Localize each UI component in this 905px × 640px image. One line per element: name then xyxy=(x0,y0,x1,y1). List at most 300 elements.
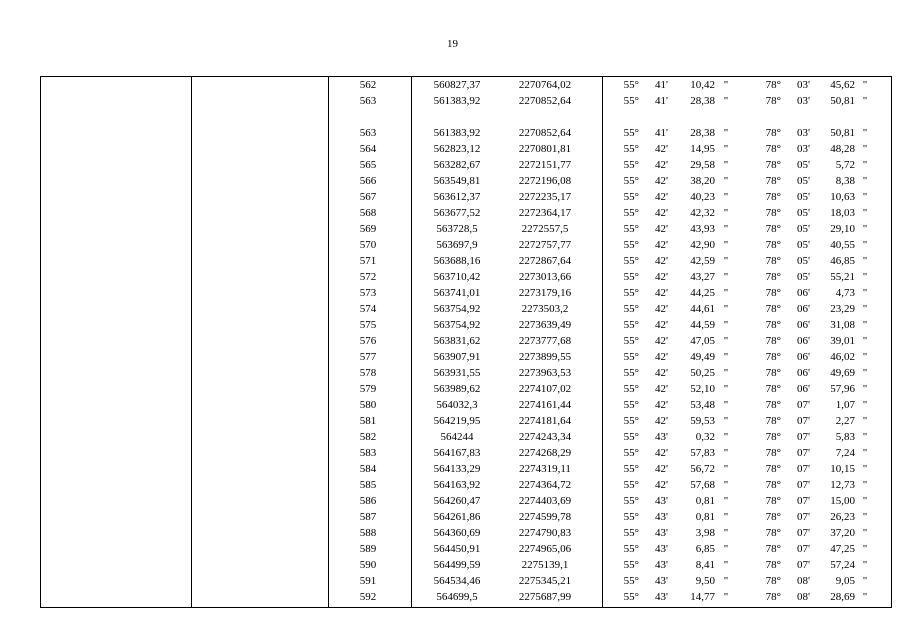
y-coordinate: 2270852,64 xyxy=(518,95,572,107)
latitude-minutes: 42' xyxy=(655,383,668,395)
latitude-seconds-mark: " xyxy=(723,143,729,155)
table-row xyxy=(41,365,891,381)
latitude-seconds: 47,05 xyxy=(690,335,715,347)
longitude-seconds: 37,20 xyxy=(830,527,855,539)
y-coordinate: 2273503,2 xyxy=(521,303,569,315)
y-coordinate: 2272364,17 xyxy=(518,207,572,219)
longitude-minutes: 06' xyxy=(797,287,810,299)
latitude-seconds-mark: " xyxy=(723,495,729,507)
x-coordinate: 563282,67 xyxy=(433,159,481,171)
latitude-degrees: 55° xyxy=(623,543,639,555)
y-coordinate: 2274243,34 xyxy=(518,431,572,443)
longitude-degrees: 78° xyxy=(765,287,781,299)
latitude-degrees: 55° xyxy=(623,415,639,427)
latitude-seconds: 53,48 xyxy=(690,399,715,411)
longitude-minutes: 07' xyxy=(797,415,810,427)
longitude-degrees: 78° xyxy=(765,591,781,603)
longitude-minutes: 05' xyxy=(797,175,810,187)
latitude-degrees: 55° xyxy=(623,559,639,571)
longitude-seconds-mark: " xyxy=(862,463,868,475)
latitude-seconds: 10,42 xyxy=(690,79,715,91)
longitude-seconds: 4,73 xyxy=(835,287,855,299)
table-row xyxy=(41,157,891,173)
longitude-minutes: 06' xyxy=(797,367,810,379)
point-number: 592 xyxy=(359,591,377,603)
longitude-degrees: 78° xyxy=(765,303,781,315)
y-coordinate: 2273899,55 xyxy=(518,351,572,363)
latitude-degrees: 55° xyxy=(623,191,639,203)
latitude-seconds-mark: " xyxy=(723,255,729,267)
latitude-minutes: 41' xyxy=(655,127,668,139)
point-number: 583 xyxy=(359,447,377,459)
table-row xyxy=(41,189,891,205)
latitude-minutes: 43' xyxy=(655,527,668,539)
longitude-seconds: 50,81 xyxy=(830,127,855,139)
longitude-seconds: 15,00 xyxy=(830,495,855,507)
longitude-minutes: 07' xyxy=(797,495,810,507)
latitude-seconds-mark: " xyxy=(723,463,729,475)
longitude-degrees: 78° xyxy=(765,175,781,187)
latitude-minutes: 42' xyxy=(655,287,668,299)
x-coordinate: 563612,37 xyxy=(433,191,481,203)
longitude-seconds-mark: " xyxy=(862,79,868,91)
longitude-degrees: 78° xyxy=(765,511,781,523)
y-coordinate: 2272196,08 xyxy=(518,175,572,187)
longitude-seconds: 48,28 xyxy=(830,143,855,155)
latitude-minutes: 42' xyxy=(655,415,668,427)
table-row xyxy=(41,93,891,109)
latitude-seconds: 14,77 xyxy=(690,591,715,603)
latitude-degrees: 55° xyxy=(623,271,639,283)
latitude-minutes: 41' xyxy=(655,95,668,107)
longitude-degrees: 78° xyxy=(765,399,781,411)
latitude-seconds-mark: " xyxy=(723,399,729,411)
table-row xyxy=(41,333,891,349)
latitude-seconds: 57,68 xyxy=(690,479,715,491)
latitude-seconds-mark: " xyxy=(723,287,729,299)
longitude-seconds: 23,29 xyxy=(830,303,855,315)
latitude-seconds: 28,38 xyxy=(690,127,715,139)
x-coordinate: 562823,12 xyxy=(433,143,481,155)
longitude-seconds: 47,25 xyxy=(830,543,855,555)
longitude-seconds-mark: " xyxy=(862,255,868,267)
y-coordinate: 2275687,99 xyxy=(518,591,572,603)
longitude-seconds-mark: " xyxy=(862,575,868,587)
longitude-minutes: 06' xyxy=(797,351,810,363)
point-number: 569 xyxy=(359,223,377,235)
longitude-seconds-mark: " xyxy=(862,271,868,283)
longitude-degrees: 78° xyxy=(765,495,781,507)
y-coordinate: 2273179,16 xyxy=(518,287,572,299)
latitude-seconds-mark: " xyxy=(723,479,729,491)
point-number: 567 xyxy=(359,191,377,203)
longitude-degrees: 78° xyxy=(765,159,781,171)
latitude-minutes: 43' xyxy=(655,575,668,587)
table-row xyxy=(41,381,891,397)
x-coordinate: 564244 xyxy=(440,431,474,443)
longitude-seconds: 10,63 xyxy=(830,191,855,203)
y-coordinate: 2275139,1 xyxy=(521,559,569,571)
latitude-degrees: 55° xyxy=(623,223,639,235)
point-number: 590 xyxy=(359,559,377,571)
longitude-minutes: 03' xyxy=(797,127,810,139)
y-coordinate: 2274107,02 xyxy=(518,383,572,395)
table-row xyxy=(41,285,891,301)
longitude-degrees: 78° xyxy=(765,127,781,139)
longitude-seconds: 57,24 xyxy=(830,559,855,571)
y-coordinate: 2273777,68 xyxy=(518,335,572,347)
y-coordinate: 2272557,5 xyxy=(521,223,569,235)
latitude-seconds: 43,93 xyxy=(690,223,715,235)
table-row xyxy=(41,589,891,605)
x-coordinate: 564699,5 xyxy=(436,591,478,603)
latitude-seconds: 42,32 xyxy=(690,207,715,219)
longitude-seconds-mark: " xyxy=(862,223,868,235)
x-coordinate: 563710,42 xyxy=(433,271,481,283)
longitude-minutes: 07' xyxy=(797,527,810,539)
x-coordinate: 563754,92 xyxy=(433,303,481,315)
x-coordinate: 564360,69 xyxy=(433,527,481,539)
y-coordinate: 2273639,49 xyxy=(518,319,572,331)
longitude-seconds-mark: " xyxy=(862,511,868,523)
latitude-degrees: 55° xyxy=(623,79,639,91)
latitude-seconds: 44,61 xyxy=(690,303,715,315)
point-number: 563 xyxy=(359,127,377,139)
point-number: 591 xyxy=(359,575,377,587)
latitude-degrees: 55° xyxy=(623,207,639,219)
table-row xyxy=(41,557,891,573)
latitude-degrees: 55° xyxy=(623,319,639,331)
x-coordinate: 564167,83 xyxy=(433,447,481,459)
point-number: 585 xyxy=(359,479,377,491)
table-row xyxy=(41,541,891,557)
longitude-seconds-mark: " xyxy=(862,239,868,251)
longitude-seconds: 39,01 xyxy=(830,335,855,347)
longitude-seconds: 50,81 xyxy=(830,95,855,107)
x-coordinate: 561383,92 xyxy=(433,127,481,139)
longitude-degrees: 78° xyxy=(765,79,781,91)
table-row xyxy=(41,525,891,541)
latitude-degrees: 55° xyxy=(623,591,639,603)
latitude-minutes: 42' xyxy=(655,175,668,187)
longitude-minutes: 08' xyxy=(797,575,810,587)
latitude-minutes: 41' xyxy=(655,79,668,91)
latitude-seconds: 0,81 xyxy=(695,511,715,523)
latitude-seconds-mark: " xyxy=(723,447,729,459)
table-row xyxy=(41,493,891,509)
latitude-seconds-mark: " xyxy=(723,335,729,347)
longitude-seconds: 8,38 xyxy=(835,175,855,187)
table-row xyxy=(41,317,891,333)
x-coordinate: 561383,92 xyxy=(433,95,481,107)
latitude-seconds: 57,83 xyxy=(690,447,715,459)
point-number: 571 xyxy=(359,255,377,267)
latitude-seconds: 0,81 xyxy=(695,495,715,507)
latitude-degrees: 55° xyxy=(623,143,639,155)
y-coordinate: 2270801,81 xyxy=(518,143,572,155)
point-number: 566 xyxy=(359,175,377,187)
longitude-seconds: 57,96 xyxy=(830,383,855,395)
longitude-degrees: 78° xyxy=(765,351,781,363)
table-row xyxy=(41,77,891,93)
x-coordinate: 563831,62 xyxy=(433,335,481,347)
latitude-seconds-mark: " xyxy=(723,175,729,187)
latitude-minutes: 43' xyxy=(655,559,668,571)
latitude-seconds: 40,23 xyxy=(690,191,715,203)
longitude-degrees: 78° xyxy=(765,431,781,443)
latitude-seconds-mark: " xyxy=(723,415,729,427)
point-number: 587 xyxy=(359,511,377,523)
latitude-seconds: 42,59 xyxy=(690,255,715,267)
latitude-seconds: 29,58 xyxy=(690,159,715,171)
x-coordinate: 564499,59 xyxy=(433,559,481,571)
x-coordinate: 564032,3 xyxy=(436,399,478,411)
latitude-degrees: 55° xyxy=(623,399,639,411)
latitude-seconds: 50,25 xyxy=(690,367,715,379)
longitude-degrees: 78° xyxy=(765,335,781,347)
latitude-seconds-mark: " xyxy=(723,367,729,379)
table-row xyxy=(41,509,891,525)
longitude-degrees: 78° xyxy=(765,223,781,235)
longitude-degrees: 78° xyxy=(765,319,781,331)
latitude-degrees: 55° xyxy=(623,527,639,539)
latitude-degrees: 55° xyxy=(623,463,639,475)
latitude-degrees: 55° xyxy=(623,383,639,395)
latitude-degrees: 55° xyxy=(623,255,639,267)
latitude-degrees: 55° xyxy=(623,575,639,587)
longitude-minutes: 07' xyxy=(797,479,810,491)
longitude-minutes: 03' xyxy=(797,95,810,107)
longitude-minutes: 05' xyxy=(797,207,810,219)
table-row xyxy=(41,253,891,269)
longitude-degrees: 78° xyxy=(765,559,781,571)
latitude-degrees: 55° xyxy=(623,479,639,491)
longitude-degrees: 78° xyxy=(765,527,781,539)
latitude-seconds-mark: " xyxy=(723,239,729,251)
point-number: 589 xyxy=(359,543,377,555)
latitude-seconds-mark: " xyxy=(723,159,729,171)
page-number: 19 xyxy=(447,38,458,50)
longitude-minutes: 08' xyxy=(797,591,810,603)
longitude-seconds-mark: " xyxy=(862,399,868,411)
latitude-minutes: 42' xyxy=(655,271,668,283)
longitude-seconds: 40,55 xyxy=(830,239,855,251)
longitude-seconds: 28,69 xyxy=(830,591,855,603)
longitude-minutes: 03' xyxy=(797,143,810,155)
latitude-seconds: 9,50 xyxy=(695,575,715,587)
y-coordinate: 2274268,29 xyxy=(518,447,572,459)
latitude-seconds: 0,32 xyxy=(695,431,715,443)
longitude-degrees: 78° xyxy=(765,479,781,491)
y-coordinate: 2274319,11 xyxy=(519,463,571,475)
longitude-seconds-mark: " xyxy=(862,351,868,363)
longitude-seconds: 29,10 xyxy=(830,223,855,235)
latitude-seconds: 59,53 xyxy=(690,415,715,427)
latitude-seconds: 49,49 xyxy=(690,351,715,363)
latitude-minutes: 43' xyxy=(655,591,668,603)
latitude-minutes: 42' xyxy=(655,223,668,235)
longitude-minutes: 06' xyxy=(797,319,810,331)
latitude-seconds-mark: " xyxy=(723,559,729,571)
longitude-minutes: 07' xyxy=(797,431,810,443)
longitude-seconds-mark: " xyxy=(862,287,868,299)
longitude-seconds: 12,73 xyxy=(830,479,855,491)
latitude-seconds-mark: " xyxy=(723,511,729,523)
longitude-degrees: 78° xyxy=(765,415,781,427)
latitude-minutes: 42' xyxy=(655,255,668,267)
latitude-minutes: 42' xyxy=(655,399,668,411)
latitude-degrees: 55° xyxy=(623,239,639,251)
longitude-degrees: 78° xyxy=(765,271,781,283)
table-row xyxy=(41,237,891,253)
latitude-degrees: 55° xyxy=(623,351,639,363)
y-coordinate: 2274181,64 xyxy=(518,415,572,427)
longitude-degrees: 78° xyxy=(765,367,781,379)
longitude-degrees: 78° xyxy=(765,239,781,251)
latitude-seconds-mark: " xyxy=(723,303,729,315)
x-coordinate: 564450,91 xyxy=(433,543,481,555)
point-number: 577 xyxy=(359,351,377,363)
longitude-seconds-mark: " xyxy=(862,159,868,171)
table-row xyxy=(41,141,891,157)
y-coordinate: 2274403,69 xyxy=(518,495,572,507)
longitude-seconds-mark: " xyxy=(862,367,868,379)
point-number: 580 xyxy=(359,399,377,411)
latitude-degrees: 55° xyxy=(623,511,639,523)
table-row xyxy=(41,221,891,237)
longitude-minutes: 07' xyxy=(797,447,810,459)
point-number: 562 xyxy=(359,79,377,91)
longitude-seconds-mark: " xyxy=(862,543,868,555)
point-number: 573 xyxy=(359,287,377,299)
longitude-minutes: 07' xyxy=(797,511,810,523)
table-row xyxy=(41,397,891,413)
x-coordinate: 564534,46 xyxy=(433,575,481,587)
x-coordinate: 563907,91 xyxy=(433,351,481,363)
latitude-minutes: 42' xyxy=(655,367,668,379)
longitude-minutes: 07' xyxy=(797,543,810,555)
longitude-seconds: 7,24 xyxy=(835,447,855,459)
latitude-seconds: 38,20 xyxy=(690,175,715,187)
point-number: 564 xyxy=(359,143,377,155)
longitude-seconds: 2,27 xyxy=(835,415,855,427)
latitude-seconds-mark: " xyxy=(723,207,729,219)
latitude-seconds: 42,90 xyxy=(690,239,715,251)
x-coordinate: 564260,47 xyxy=(433,495,481,507)
y-coordinate: 2274965,06 xyxy=(518,543,572,555)
point-number: 576 xyxy=(359,335,377,347)
table-row xyxy=(41,269,891,285)
latitude-degrees: 55° xyxy=(623,367,639,379)
latitude-minutes: 42' xyxy=(655,463,668,475)
longitude-minutes: 06' xyxy=(797,383,810,395)
longitude-seconds: 26,23 xyxy=(830,511,855,523)
longitude-seconds-mark: " xyxy=(862,591,868,603)
latitude-minutes: 42' xyxy=(655,319,668,331)
longitude-seconds: 10,15 xyxy=(830,463,855,475)
latitude-seconds: 43,27 xyxy=(690,271,715,283)
longitude-seconds: 18,03 xyxy=(830,207,855,219)
y-coordinate: 2274790,83 xyxy=(518,527,572,539)
y-coordinate: 2274161,44 xyxy=(518,399,572,411)
y-coordinate: 2273963,53 xyxy=(518,367,572,379)
longitude-minutes: 05' xyxy=(797,159,810,171)
x-coordinate: 563728,5 xyxy=(436,223,478,235)
latitude-minutes: 42' xyxy=(655,351,668,363)
longitude-degrees: 78° xyxy=(765,207,781,219)
latitude-seconds-mark: " xyxy=(723,543,729,555)
point-number: 584 xyxy=(359,463,377,475)
longitude-minutes: 06' xyxy=(797,303,810,315)
latitude-degrees: 55° xyxy=(623,303,639,315)
longitude-degrees: 78° xyxy=(765,575,781,587)
y-coordinate: 2270764,02 xyxy=(518,79,572,91)
longitude-minutes: 07' xyxy=(797,559,810,571)
latitude-seconds-mark: " xyxy=(723,191,729,203)
longitude-seconds: 5,83 xyxy=(835,431,855,443)
table-row xyxy=(41,125,891,141)
longitude-minutes: 03' xyxy=(797,79,810,91)
longitude-seconds-mark: " xyxy=(862,319,868,331)
x-coordinate: 563741,01 xyxy=(433,287,481,299)
longitude-seconds-mark: " xyxy=(862,207,868,219)
point-number: 578 xyxy=(359,367,377,379)
x-coordinate: 563688,16 xyxy=(433,255,481,267)
x-coordinate: 563989,62 xyxy=(433,383,481,395)
table-row xyxy=(41,477,891,493)
latitude-seconds-mark: " xyxy=(723,383,729,395)
point-number: 581 xyxy=(359,415,377,427)
longitude-degrees: 78° xyxy=(765,255,781,267)
latitude-minutes: 42' xyxy=(655,159,668,171)
latitude-minutes: 42' xyxy=(655,191,668,203)
latitude-minutes: 43' xyxy=(655,495,668,507)
latitude-seconds-mark: " xyxy=(723,431,729,443)
longitude-minutes: 06' xyxy=(797,335,810,347)
latitude-minutes: 42' xyxy=(655,143,668,155)
longitude-seconds: 31,08 xyxy=(830,319,855,331)
point-number: 565 xyxy=(359,159,377,171)
table-row xyxy=(41,349,891,365)
latitude-minutes: 43' xyxy=(655,543,668,555)
point-number: 588 xyxy=(359,527,377,539)
x-coordinate: 564163,92 xyxy=(433,479,481,491)
longitude-minutes: 05' xyxy=(797,191,810,203)
x-coordinate: 563549,81 xyxy=(433,175,481,187)
latitude-seconds-mark: " xyxy=(723,319,729,331)
latitude-minutes: 42' xyxy=(655,239,668,251)
longitude-seconds-mark: " xyxy=(862,335,868,347)
point-number: 570 xyxy=(359,239,377,251)
longitude-seconds-mark: " xyxy=(862,431,868,443)
table-row xyxy=(41,573,891,589)
point-number: 563 xyxy=(359,95,377,107)
latitude-degrees: 55° xyxy=(623,335,639,347)
x-coordinate: 564219,95 xyxy=(433,415,481,427)
longitude-seconds-mark: " xyxy=(862,303,868,315)
latitude-minutes: 42' xyxy=(655,479,668,491)
y-coordinate: 2270852,64 xyxy=(518,127,572,139)
longitude-seconds: 49,69 xyxy=(830,367,855,379)
longitude-degrees: 78° xyxy=(765,143,781,155)
latitude-seconds-mark: " xyxy=(723,271,729,283)
longitude-seconds-mark: " xyxy=(862,559,868,571)
latitude-degrees: 55° xyxy=(623,95,639,107)
longitude-seconds-mark: " xyxy=(862,143,868,155)
latitude-seconds: 52,10 xyxy=(690,383,715,395)
latitude-seconds-mark: " xyxy=(723,351,729,363)
point-number: 586 xyxy=(359,495,377,507)
